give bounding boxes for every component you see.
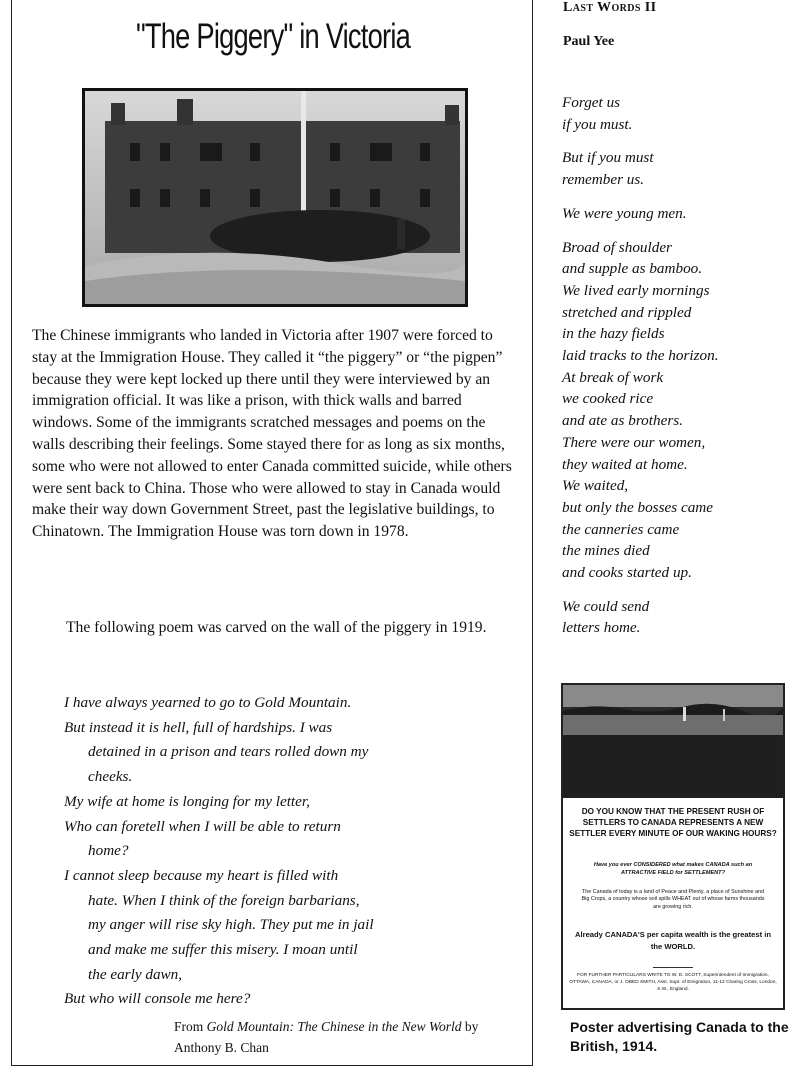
article-title: "The Piggery" in Victoria — [135, 17, 411, 56]
poem-line: the early dawn, — [88, 965, 183, 983]
article-body: The Chinese immigrants who landed in Victoria after 1907 were forced to stay at the Immigration House. They called it “the piggery” or “the pigpen” because they were kept locked up there until they were interviewed by an immigration official. It was like a prison, with thick walls and barred windows. Some of the immigrants scratched messages and poems on the walls describing their feelings. Some stayed there for as long as six months, some who were not allowed to enter Canada committed suicide, while others were sent back to China. Those who were allowed to stay in Canada would make their way down Government Street, past the legislative buildings, to Chinatown. The Immigration House was torn down in 1978. — [32, 327, 512, 541]
poem-line: stretched and rippled — [562, 303, 692, 321]
poem-line: and ate as brothers. — [562, 412, 683, 430]
poem-line: they waited at home. — [562, 455, 688, 473]
poem-line: Who can foretell when I will be able to return — [64, 817, 341, 835]
poem-line: cheeks. — [88, 768, 133, 786]
poem-line: But who will console me here? — [64, 990, 251, 1008]
poem-line: home? — [88, 842, 129, 860]
poster-description: The Canada of today is a land of Peace and Plenty, a place of Sunshine and Big Crops, a country whose soil spills WHEAT out of whose farms thousands are growing rich. — [581, 889, 765, 910]
poem-line: my anger will rise sky high. They put me in jail — [88, 916, 374, 934]
poem-line: in the hazy fields — [562, 325, 665, 343]
poster-caption: Poster advertising Canada to the British, 1914. — [570, 1019, 789, 1054]
poster-question: Have you ever CONSIDERED what makes CANADA such an ATTRACTIVE FIELD for SETTLEMENT? — [593, 862, 753, 876]
poster-headline: DO YOU KNOW THAT THE PRESENT RUSH OF SETTLERS TO CANADA REPRESENTS A NEW SETTLER EVERY MINUTE OF OUR WAKING HOURS? — [569, 807, 777, 838]
poem-line: I have always yearned to go to Gold Mountain. — [64, 694, 352, 711]
poem-line: But instead it is hell, full of hardships. I was — [64, 718, 333, 736]
poem-stanza — [562, 92, 792, 135]
poem-line: we cooked rice — [562, 390, 654, 408]
poem-line: remember us. — [562, 171, 645, 189]
poem-line: hate. When I think of the foreign barbarians, — [88, 891, 360, 909]
poem-line: Broad of shoulder — [562, 238, 672, 256]
poem-line: letters home. — [562, 619, 641, 637]
credit-book-title: Gold Mountain: The Chinese in the New World — [206, 1019, 462, 1034]
poem-line: Forget us — [562, 94, 621, 111]
canada-poster — [561, 683, 785, 1010]
poem-line: and cooks started up. — [562, 564, 692, 582]
poem-stanza — [562, 237, 792, 584]
article-box — [11, 0, 533, 1066]
poem-line: We waited, — [562, 477, 629, 495]
credit-prefix: From — [174, 1019, 207, 1034]
last-words-poem — [562, 92, 792, 651]
poem-line: laid tracks to the horizon. — [562, 347, 719, 365]
poem-line: and make me suffer this misery. I moan until — [88, 941, 358, 959]
poem-line: At break of work — [562, 368, 664, 386]
immigration-house-photo-icon — [85, 91, 465, 304]
poem-line: But if you must — [562, 149, 654, 167]
poem-line: detained in a prison and tears rolled down my — [88, 743, 369, 761]
poem-line: if you must. — [562, 115, 633, 133]
poem-line: and supple as bamboo. — [562, 260, 703, 278]
sidebar-author: Paul Yee — [563, 34, 615, 49]
poem-intro: The following poem was carved on the wall of the piggery in 1919. — [66, 619, 487, 636]
piggery-poem — [64, 691, 514, 1012]
farm-field-photo-icon — [563, 685, 783, 798]
poster-footer: FOR FURTHER PARTICULARS WRITE TO W. D. SCOTT, Superintendent of Immigration, OTTAWA, CANADA, or J. OBED SMITH, Asst. Supt. of Emigration, 11-12 Charing Cross, London, S.W., England. — [569, 973, 777, 992]
poem-line: the mines died — [562, 542, 650, 560]
poem-stanza — [562, 147, 792, 190]
poem-credit — [174, 1016, 514, 1058]
poem-line: the canneries came — [562, 520, 680, 538]
poem-stanza — [562, 203, 792, 225]
poem-line: but only the bosses came — [562, 498, 713, 516]
poem-line: We were young men. — [562, 204, 687, 222]
poem-line: There were our women, — [562, 433, 706, 451]
building-photo — [82, 88, 468, 307]
credit-author: by Anthony B. Chan — [174, 1019, 479, 1055]
poem-line: We lived early mornings — [562, 281, 710, 299]
poem-line: We could send — [562, 597, 650, 615]
poster-divider — [653, 967, 693, 968]
poem-line: I cannot sleep because my heart is filled with — [64, 866, 339, 884]
sidebar-header: Last Words II — [563, 0, 657, 15]
poem-stanza — [562, 596, 792, 639]
poster-wealth-claim: Already CANADA'S per capita wealth is the greatest in the WORLD. — [575, 930, 771, 951]
poem-line: My wife at home is longing for my letter, — [64, 792, 310, 810]
